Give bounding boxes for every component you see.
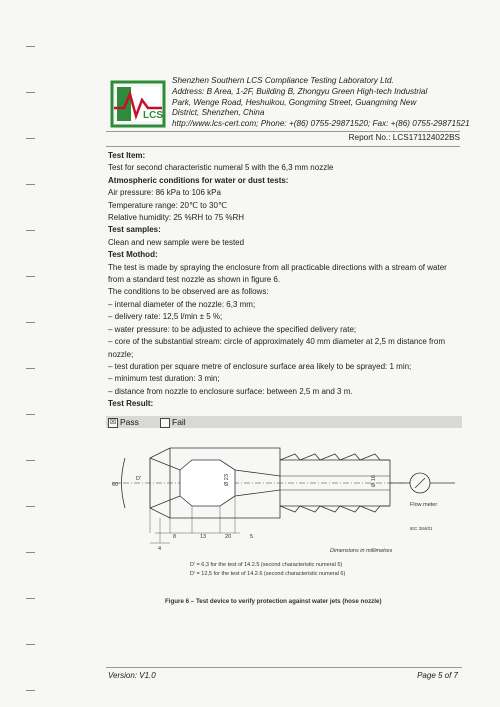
d23-label: Ø 23 <box>224 474 230 486</box>
relative-humidity: Relative humidity: 25 %RH to 75 %RH <box>108 213 245 223</box>
report-body <box>108 150 462 411</box>
d16-label: Ø 16 <box>371 475 377 487</box>
condition-7: – distance from nozzle to enclosure surface: between 2,5 m and 3 m. <box>108 386 353 396</box>
test-item: Test for second characteristic numeral 5 with the 6,3 mm nozzle <box>108 163 334 173</box>
method-line-3: The conditions to be observed are as follows: <box>108 287 269 297</box>
condition-1: – internal diameter of the nozzle: 6,3 mm; <box>108 299 256 309</box>
lab-address-3: District, Shenzhen, China <box>172 108 265 118</box>
dim-4: 4 <box>158 546 162 552</box>
temperature-range: Temperature range: 20℃ to 30℃ <box>108 200 227 210</box>
lab-name: Shenzhen Southern LCS Compliance Testing Laboratory Ltd. <box>172 76 394 85</box>
pass-label: Pass <box>120 417 139 427</box>
samples-heading: Test samples: <box>108 225 161 235</box>
condition-4a: – core of the substantial stream: circle of approximately 40 mm diameter at 2,5 m distance from <box>108 337 446 347</box>
iec-ref: IEC 284/01 <box>410 526 433 531</box>
condition-4b: nozzle; <box>108 349 134 359</box>
dim-8: 8 <box>173 534 177 540</box>
header-rule-2 <box>106 146 460 147</box>
angle-label: 60° <box>112 482 121 488</box>
lab-info <box>172 76 472 130</box>
result-heading: Test Result: <box>108 399 154 409</box>
method-line-1: The test is made by spraying the enclosure from all practicable directions with a stream of water <box>108 262 447 272</box>
dim-20: 20 <box>225 534 232 540</box>
report-number: Report No.: LCS171124022BS <box>348 133 460 142</box>
method-line-2: from a standard test nozzle as shown in figure 6. <box>108 275 281 285</box>
condition-3: – water pressure: to be adjusted to achieve the specified delivery rate; <box>108 324 357 334</box>
flow-meter-label: Flow meter <box>410 502 438 508</box>
svg-text:LCS: LCS <box>143 110 163 121</box>
samples-text: Clean and new sample were be tested <box>108 237 245 247</box>
legend-line-1: D' = 6,3 for the test of 14.2.5 (second characteristic numeral 5) <box>190 562 343 568</box>
dim-13: 13 <box>200 534 207 540</box>
dimensions-note: Dimensions in millimetres <box>330 548 393 554</box>
footer-version: Version: V1.0 <box>108 671 156 680</box>
air-pressure: Air pressure: 86 kPa to 106 kPa <box>108 188 221 198</box>
footer-page-number: Page 5 of 7 <box>417 671 458 680</box>
condition-5: – test duration per square metre of enclosure surface area likely to be sprayed: 1 min; <box>108 361 412 371</box>
lab-contact: http://www.lcs-cert.com; Phone: +(86) 0755-29871520; Fax: +(86) 0755-29871521 <box>172 119 470 129</box>
figure-caption: Figure 6 – Test device to verify protection against water jets (hose nozzle) <box>165 598 382 605</box>
dim-5: 5 <box>250 534 254 540</box>
lab-address-2: Park, Wenge Road, Heshuikou, Gongming Street, Guangming New <box>172 97 417 107</box>
footer-rule <box>106 667 462 668</box>
header-rule <box>106 131 460 132</box>
fail-checkbox[interactable] <box>160 418 170 428</box>
lab-address-1: Address: B Area, 1-2F, Building B, Zhongyu Green High-tech Industrial <box>172 86 428 96</box>
test-item-heading: Test Item: <box>108 151 146 160</box>
condition-2: – delivery rate: 12,5 l/min ± 5 %; <box>108 312 223 322</box>
atmos-heading: Atmospheric conditions for water or dust tests: <box>108 175 289 185</box>
lcs-logo <box>110 80 166 128</box>
fail-label: Fail <box>172 417 186 427</box>
pass-checkbox[interactable]: ☒ <box>109 419 117 426</box>
binder-holes <box>4 0 44 707</box>
method-heading: Test Mothod: <box>108 250 158 260</box>
legend-line-2: D' = 12,5 for the test of 14.2.6 (second characteristic numeral 6) <box>190 571 346 577</box>
d-label: D' <box>136 476 142 482</box>
condition-6: – minimum test duration: 3 min; <box>108 374 220 384</box>
